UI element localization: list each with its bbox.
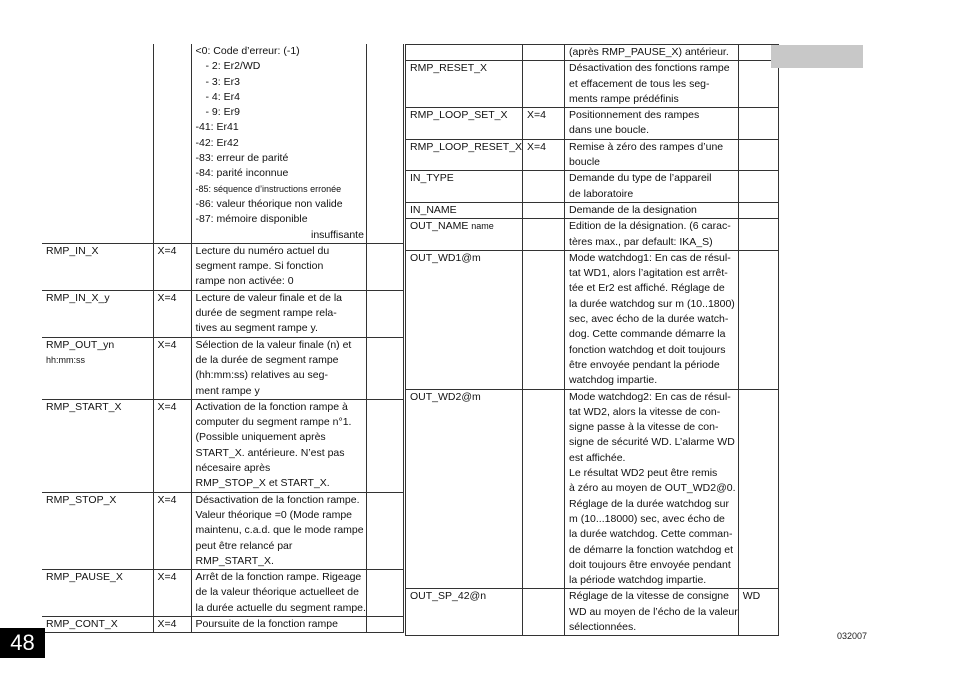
table-row (42, 570, 403, 617)
extra-cell: WD (738, 589, 778, 636)
command-note: hh:mm:ss (46, 354, 86, 365)
command-name: RMP_START_X (46, 400, 122, 413)
description-line: Réglage de la vitesse de consigne (569, 590, 729, 603)
description-line: la durée watchdog sur m (10..1800) (569, 297, 735, 310)
command-name: IN_NAME (410, 203, 457, 216)
command-cell (406, 589, 523, 636)
table-row (406, 202, 779, 218)
parameter-cell (523, 219, 565, 251)
description-line: -42: Er42 (195, 136, 239, 149)
description-line: -41: Er41 (195, 121, 239, 134)
command-name: RMP_LOOP_SET_X (410, 109, 508, 122)
description-cell (191, 492, 366, 569)
command-name: OUT_WD1@m (410, 251, 481, 264)
description-line: - 9: Er9 (205, 106, 240, 119)
command-cell (406, 389, 523, 589)
description-line: à zéro au moyen de OUT_WD2@0. (569, 482, 736, 495)
description-line: (hh:mm:ss) relatives au seg- (195, 369, 328, 382)
description-line: Remise à zéro des rampes d’une (569, 140, 724, 153)
command-name: RMP_STOP_X (46, 493, 117, 506)
command-cell (406, 171, 523, 203)
description-cell (191, 44, 366, 243)
description-line: -86: valeur théorique non valide (195, 197, 343, 210)
table-row (42, 399, 403, 492)
left-command-table (42, 44, 404, 633)
description-line: Poursuite de la fonction rampe (195, 617, 338, 630)
description-cell (191, 290, 366, 337)
description-cell (565, 45, 739, 61)
section-tab-marker (771, 45, 863, 68)
extra-cell (366, 290, 403, 337)
description-line: signe de sécurité WD. L’alarme WD (569, 436, 735, 449)
description-line: -87: mémoire disponible (195, 213, 308, 226)
description-cell (565, 108, 739, 140)
description-line: peut être relancé par (195, 539, 293, 552)
description-line: signe passe à la vitesse de con- (569, 421, 719, 434)
description-line: watchdog impartie. (569, 374, 658, 387)
command-name: RMP_IN_X (46, 244, 99, 257)
description-line: de démarre la fonction watchdog et (569, 543, 734, 556)
description-line: - 4: Er4 (205, 90, 240, 103)
command-cell (42, 492, 153, 569)
parameter-cell: X=4 (153, 492, 191, 569)
parameter-cell (523, 45, 565, 61)
extra-cell (366, 44, 403, 243)
description-line: Valeur théorique =0 (Mode rampe (195, 508, 353, 521)
extra-cell (366, 616, 403, 632)
command-cell (42, 243, 153, 290)
description-cell (565, 202, 739, 218)
command-name: RMP_PAUSE_X (46, 571, 123, 584)
table-row (406, 389, 779, 589)
description-line: -85: séquence d’instructions erronée (195, 183, 342, 194)
description-line: - 2: Er2/WD (205, 60, 261, 73)
description-cell (565, 389, 739, 589)
parameter-cell: X=4 (153, 570, 191, 617)
description-line: Edition de la désignation. (6 carac- (569, 220, 731, 233)
parameter-cell: X=4 (523, 139, 565, 171)
command-cell (406, 250, 523, 389)
description-line: la période watchdog impartie. (569, 574, 707, 587)
description-cell (565, 250, 739, 389)
extra-cell (738, 171, 778, 203)
description-cell (565, 139, 739, 171)
command-cell (406, 139, 523, 171)
description-cell (191, 243, 366, 290)
description-line: Activation de la fonction rampe à (195, 400, 348, 413)
description-line: Le résultat WD2 peut être remis (569, 467, 718, 480)
parameter-cell (523, 250, 565, 389)
description-line: rampe non activée: 0 (195, 275, 294, 288)
command-cell (42, 290, 153, 337)
description-line: (après RMP_PAUSE_X) antérieur. (569, 46, 729, 58)
extra-cell (366, 337, 403, 399)
extra-cell (738, 139, 778, 171)
description-line: tives au segment rampe y. (195, 322, 318, 335)
description-line: Sélection de la valeur finale (n) et (195, 338, 352, 351)
description-line: dog. Cette commande démarre la (569, 328, 726, 341)
command-name: RMP_CONT_X (46, 617, 118, 630)
description-line: Désactivation de la fonction rampe. (195, 493, 360, 506)
table-row (406, 45, 779, 61)
description-line: de la valeur théorique actuelleet de (195, 586, 359, 599)
command-name: IN_TYPE (410, 172, 454, 185)
description-line: tat WD1, alors l’agitation est arrêt- (569, 267, 728, 280)
description-cell (191, 399, 366, 492)
description-line: durée de segment rampe rela- (195, 307, 337, 320)
description-line: tée et Er2 est affiché. Réglage de (569, 282, 725, 295)
description-line: nécesaire après (195, 462, 271, 475)
table-row (406, 589, 779, 636)
command-cell (406, 108, 523, 140)
description-line: m (10...18000) sec, avec écho de (569, 512, 725, 525)
command-name: RMP_RESET_X (410, 62, 488, 75)
description-line: ment rampe y (195, 384, 260, 397)
command-name: RMP_LOOP_RESET_X (410, 140, 523, 153)
right-command-table (405, 44, 779, 636)
description-cell (565, 171, 739, 203)
description-line: (Possible uniquement après (195, 431, 326, 444)
description-line: Positionnement des rampes (569, 109, 700, 122)
parameter-cell: X=4 (153, 616, 191, 632)
description-line: ments rampe prédéfinis (569, 92, 679, 105)
table-row (42, 44, 403, 243)
description-line: est affichée. (569, 451, 626, 464)
extra-cell (366, 243, 403, 290)
parameter-cell: X=4 (153, 290, 191, 337)
table-row (42, 492, 403, 569)
extra-cell (738, 250, 778, 389)
description-line: dans une boucle. (569, 124, 650, 137)
description-line: START_X. antérieure. N’est pas (195, 446, 345, 459)
parameter-cell (523, 202, 565, 218)
parameter-cell: X=4 (153, 337, 191, 399)
document-code: 032007 (837, 631, 868, 641)
command-cell (42, 337, 153, 399)
description-cell (191, 337, 366, 399)
command-name: OUT_SP_42@n (410, 590, 487, 603)
description-line: de laboratoire (569, 187, 634, 200)
command-cell (406, 45, 523, 61)
parameter-cell (523, 589, 565, 636)
parameter-cell: X=4 (523, 108, 565, 140)
command-name: RMP_IN_X_y (46, 291, 110, 304)
description-line: la durée watchdog. Cette comman- (569, 528, 733, 541)
description-line: maintenu, c.a.d. que le mode rampe (195, 524, 364, 537)
description-line: -84: parité inconnue (195, 167, 289, 180)
description-line: Lecture de valeur finale et de la (195, 291, 343, 304)
extra-cell (738, 389, 778, 589)
description-line: la durée actuelle du segment rampe. (195, 601, 366, 614)
description-line: WD au moyen de l’écho de la valeur (569, 605, 738, 618)
table-row (42, 243, 403, 290)
command-cell (42, 399, 153, 492)
description-line: Demande du type de l’appareil (569, 172, 712, 185)
description-line: -83: erreur de parité (195, 152, 289, 165)
extra-cell (366, 570, 403, 617)
parameter-cell: X=4 (153, 399, 191, 492)
command-name: RMP_OUT_yn (46, 338, 115, 351)
description-line: être envoyée pendant la période (569, 358, 720, 371)
extra-cell (738, 219, 778, 251)
description-line: de la durée de segment rampe (195, 353, 339, 366)
description-cell (565, 589, 739, 636)
command-name: OUT_WD2@m (410, 390, 481, 403)
table-row (406, 250, 779, 389)
description-line: et effacement de tous les seg- (569, 77, 710, 90)
table-row (406, 219, 779, 251)
description-cell (191, 616, 366, 632)
command-cell (42, 44, 153, 243)
table-row (42, 337, 403, 399)
table-row (42, 290, 403, 337)
description-line: sec, avec écho de la durée watch- (569, 313, 729, 326)
description-line: Réglage de la durée watchdog sur (569, 497, 729, 510)
description-line: sélectionnées. (569, 620, 637, 633)
description-line: insuffisante (311, 228, 364, 241)
parameter-cell (523, 61, 565, 108)
extra-cell (366, 399, 403, 492)
extra-cell (738, 108, 778, 140)
extra-cell (738, 202, 778, 218)
description-line: tat WD2, alors la vitesse de con- (569, 405, 721, 418)
description-line: segment rampe. Si fonction (195, 260, 324, 273)
table-row (406, 171, 779, 203)
description-line: Mode watchdog2: En cas de résul- (569, 390, 731, 403)
command-cell (42, 616, 153, 632)
description-line: computer du segment rampe n°1. (195, 416, 352, 429)
command-cell (406, 219, 523, 251)
description-line: doit toujours être envoyée pendant (569, 558, 731, 571)
command-note: name (471, 221, 494, 232)
description-line: Mode watchdog1: En cas de résul- (569, 251, 731, 264)
parameter-cell (153, 44, 191, 243)
description-cell (565, 61, 739, 108)
description-line: <0: Code d’erreur: (-1) (195, 45, 300, 57)
description-cell (565, 219, 739, 251)
description-line: RMP_STOP_X et START_X. (195, 477, 330, 490)
command-cell (406, 61, 523, 108)
description-line: RMP_START_X. (195, 554, 274, 567)
command-name: OUT_NAME (410, 220, 469, 233)
table-row (406, 61, 779, 108)
table-row (406, 139, 779, 171)
description-line: Arrêt de la fonction rampe. Rigeage (195, 571, 362, 584)
extra-cell (366, 492, 403, 569)
command-cell (42, 570, 153, 617)
description-line: Demande de la designation (569, 203, 697, 216)
table-row (406, 108, 779, 140)
description-line: Lecture du numéro actuel du (195, 244, 330, 257)
description-line: Désactivation des fonctions rampe (569, 62, 730, 75)
table-row (42, 616, 403, 632)
description-cell (191, 570, 366, 617)
parameter-cell: X=4 (153, 243, 191, 290)
command-cell (406, 202, 523, 218)
description-line: boucle (569, 156, 600, 169)
description-line: tères max., par default: IKA_S) (569, 235, 713, 248)
description-line: - 3: Er3 (205, 75, 240, 88)
parameter-cell (523, 389, 565, 589)
description-line: fonction watchdog et doit toujours (569, 343, 726, 356)
page-number: 48 (0, 628, 45, 658)
parameter-cell (523, 171, 565, 203)
